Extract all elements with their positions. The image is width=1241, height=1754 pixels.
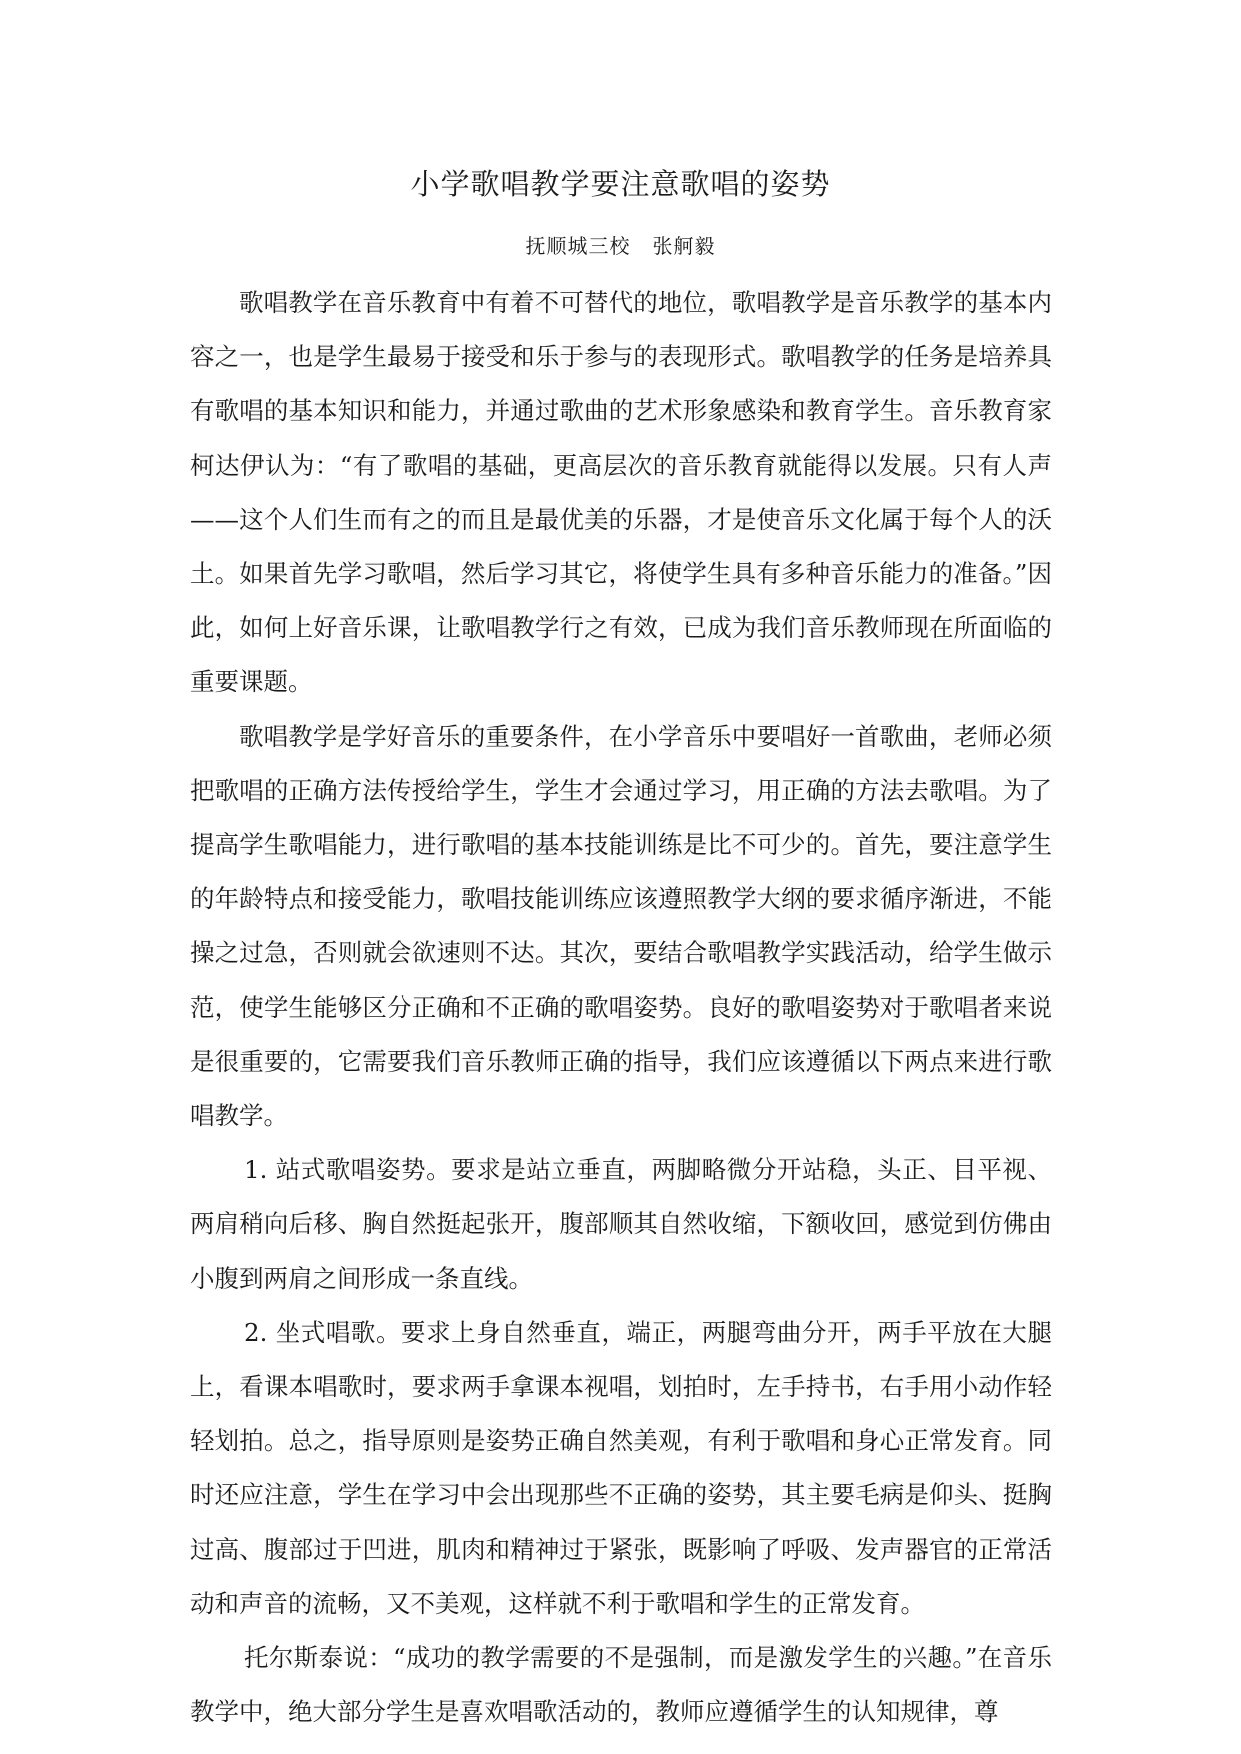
paragraph: 歌唱教学是学好音乐的重要条件，在小学音乐中要唱好一首歌曲，老师必须把歌唱的正确方法传授给学生，学生才会通过学习，用正确的方法去歌唱。为了提高学生歌唱能力，进行歌唱的基本技能训练是比不可少的。首先，要注意学生的年龄特点和接受能力，歌唱技能训练应该遵照教学大纲的要求循序渐进，不能操之过急，否则就会欲速则不达。其次，要结合歌唱教学实践活动，给学生做示范，使学生能够区分正确和不正确的歌唱姿势。良好的歌唱姿势对于歌唱者来说是很重要的，它需要我们音乐教师正确的指导，我们应该遵循以下两点来进行歌唱教学。 (190, 721, 1052, 1131)
paragraph: 歌唱教学在音乐教育中有着不可替代的地位，歌唱教学是音乐教学的基本内容之一，也是学生最易于接受和乐于参与的表现形式。歌唱教学的任务是培养具有歌唱的基本知识和能力，并通过歌曲的艺术形象感染和教育学生。音乐教育家柯达伊认为：“有了歌唱的基础，更高层次的音乐教育就能得以发展。只有人声——这个人们生而有之的而且是最优美的乐器，才是使音乐文化属于每个人的沃土。如果首先学习歌唱，然后学习其它，将使学生具有多种音乐能力的准备。”因此，如何上好音乐课，让歌唱教学行之有效，已成为我们音乐教师现在所面临的重要课题。 (190, 288, 1052, 697)
author-school: 抚顺城三校 (525, 234, 631, 258)
list-item-paragraph: 2. 坐式唱歌。要求上身自然垂直，端正，两腿弯曲分开，两手平放在大腿上，看课本唱歌时，要求两手拿课本视唱，划拍时，左手持书，右手用小动作轻轻划拍。总之，指导原则是姿势正确自然美观，有利于歌唱和身心正常发育。同时还应注意，学生在学习中会出现那些不正确的姿势，其主要毛病是仰头、挺胸过高、腹部过于凹进，肌肉和精神过于紧张，既影响了呼吸、发声器官的正常活动和声音的流畅，又不美观，这样就不利于歌唱和学生的正常发育。 (190, 1317, 1052, 1618)
page-title: 小学歌唱教学要注意歌唱的姿势 (410, 167, 831, 201)
author-name: 张舸毅 (652, 234, 716, 258)
list-item-paragraph: 1. 站式歌唱姿势。要求是站立垂直，两脚略微分开站稳，头正、目平视、两肩稍向后移、胸自然挺起张开，腹部顺其自然收缩，下额收回，感觉到仿佛由小腹到两肩之间形成一条直线。 (190, 1155, 1052, 1293)
article-body (190, 276, 1052, 1739)
paragraph: 托尔斯泰说：“成功的教学需要的不是强制，而是激发学生的兴趣。”在音乐教学中，绝大部分学生是喜欢唱歌活动的，教师应遵循学生的认知规律，尊 (190, 1643, 1052, 1727)
author-byline (0, 230, 1241, 262)
